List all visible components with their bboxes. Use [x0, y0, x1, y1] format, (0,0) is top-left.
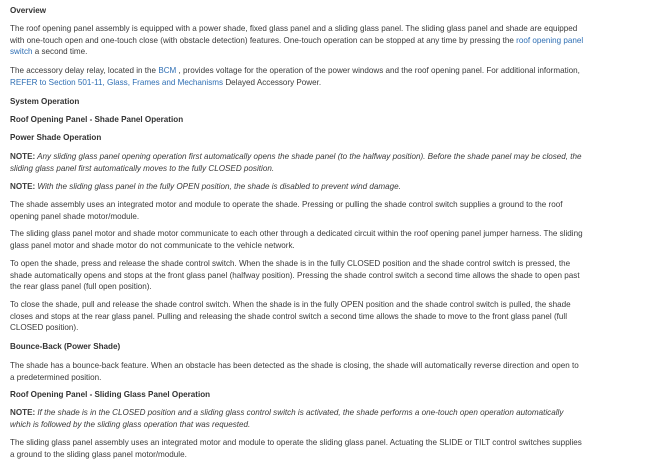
shade-assembly-paragraph: The shade assembly uses an integrated motor and module to operate the shade. Pressing or pulling the shade control switch supplies a ground to the roof opening panel shade motor/module. — [10, 200, 563, 221]
overview-p2-text-c: Delayed Accessory Power. — [223, 77, 322, 87]
note-3-label: NOTE: — [10, 408, 36, 417]
note-2-label: NOTE: — [10, 182, 36, 191]
note-1-text: Any sliding glass panel opening operation first automatically opens the shade panel (to the halfway position). Before the shade panel may be closed, the sliding glass panel first automatically moves to the fully CLOSED position. — [10, 152, 582, 173]
system-operation-heading: System Operation — [10, 97, 80, 106]
overview-paragraph-2 — [10, 65, 585, 88]
note-2 — [10, 181, 585, 193]
shade-panel-operation-heading: Roof Opening Panel - Shade Panel Operation — [10, 115, 184, 124]
note-1-label: NOTE: — [10, 152, 36, 161]
note-2-text: With the sliding glass panel in the fully OPEN position, the shade is disabled to prevent wind damage. — [35, 182, 401, 191]
bounce-back-heading: Bounce-Back (Power Shade) — [10, 342, 121, 351]
note-3 — [10, 407, 585, 430]
bounce-back-paragraph: The shade has a bounce-back feature. When an obstacle has been detected as the shade is closing, the shade will automatically reverse direction and open to a predetermined position. — [10, 361, 579, 382]
open-shade-paragraph: To open the shade, press and release the shade control switch. When the shade is in the fully CLOSED position and the shade control switch is pressed, the shade automatically opens and stops at the front glass panel (halfway position). Pressing the shade control switch a second time allows the shade to open past the rear glass panel (full open position). — [10, 259, 580, 292]
overview-p1-text: The roof opening panel assembly is equipped with a power shade, fixed glass panel and a sliding glass panel. The sliding glass panel and shade are equipped with one-touch open and one-touch close (with obstacle detection) features. One-touch operation can be stopped at any time by pressing the — [10, 24, 578, 45]
overview-heading: Overview — [10, 6, 46, 15]
note-1 — [10, 151, 585, 174]
section-501-11-link[interactable]: REFER to Section 501-11, Glass, Frames and Mechanisms — [10, 77, 224, 87]
overview-p2-text-a: The accessory delay relay, located in the — [10, 66, 159, 75]
overview-paragraph-1 — [10, 23, 585, 58]
sliding-glass-operation-heading: Roof Opening Panel - Sliding Glass Panel Operation — [10, 390, 211, 399]
power-shade-operation-heading: Power Shade Operation — [10, 133, 102, 142]
roof-opening-panel-switch-link[interactable]: roof opening panel switch — [10, 35, 584, 57]
motor-communication-paragraph: The sliding glass panel motor and shade motor communicate to each other through a dedicated circuit within the roof opening panel jumper harness. The sliding glass panel motor and shade motor do not communicate to the vehicle network. — [10, 229, 583, 250]
sliding-glass-assembly-paragraph: The sliding glass panel assembly uses an integrated motor and module to operate the sliding glass panel. Actuating the SLIDE or TILT control switches supplies a ground to the sliding glass panel motor/module. — [10, 438, 582, 459]
note-3-text: If the shade is in the CLOSED position and a sliding glass control switch is activated, the shade performs a one-touch open operation automatically which is followed by the sliding glass operation that was requested. — [10, 408, 564, 429]
overview-p2-text-b: , provides voltage for the operation of the power windows and the roof opening panel. For additional information, — [176, 66, 580, 75]
bcm-link[interactable]: BCM — [158, 66, 177, 75]
overview-p1-tail: a second time. — [32, 47, 88, 57]
close-shade-paragraph: To close the shade, pull and release the shade control switch. When the shade is in the fully OPEN position and the shade control switch is pulled, the shade closes and stops at the rear glass panel. Pulling and releasing the shade control switch a second time allows the shade to move to the front glass panel (full CLOSED position). — [10, 300, 571, 333]
